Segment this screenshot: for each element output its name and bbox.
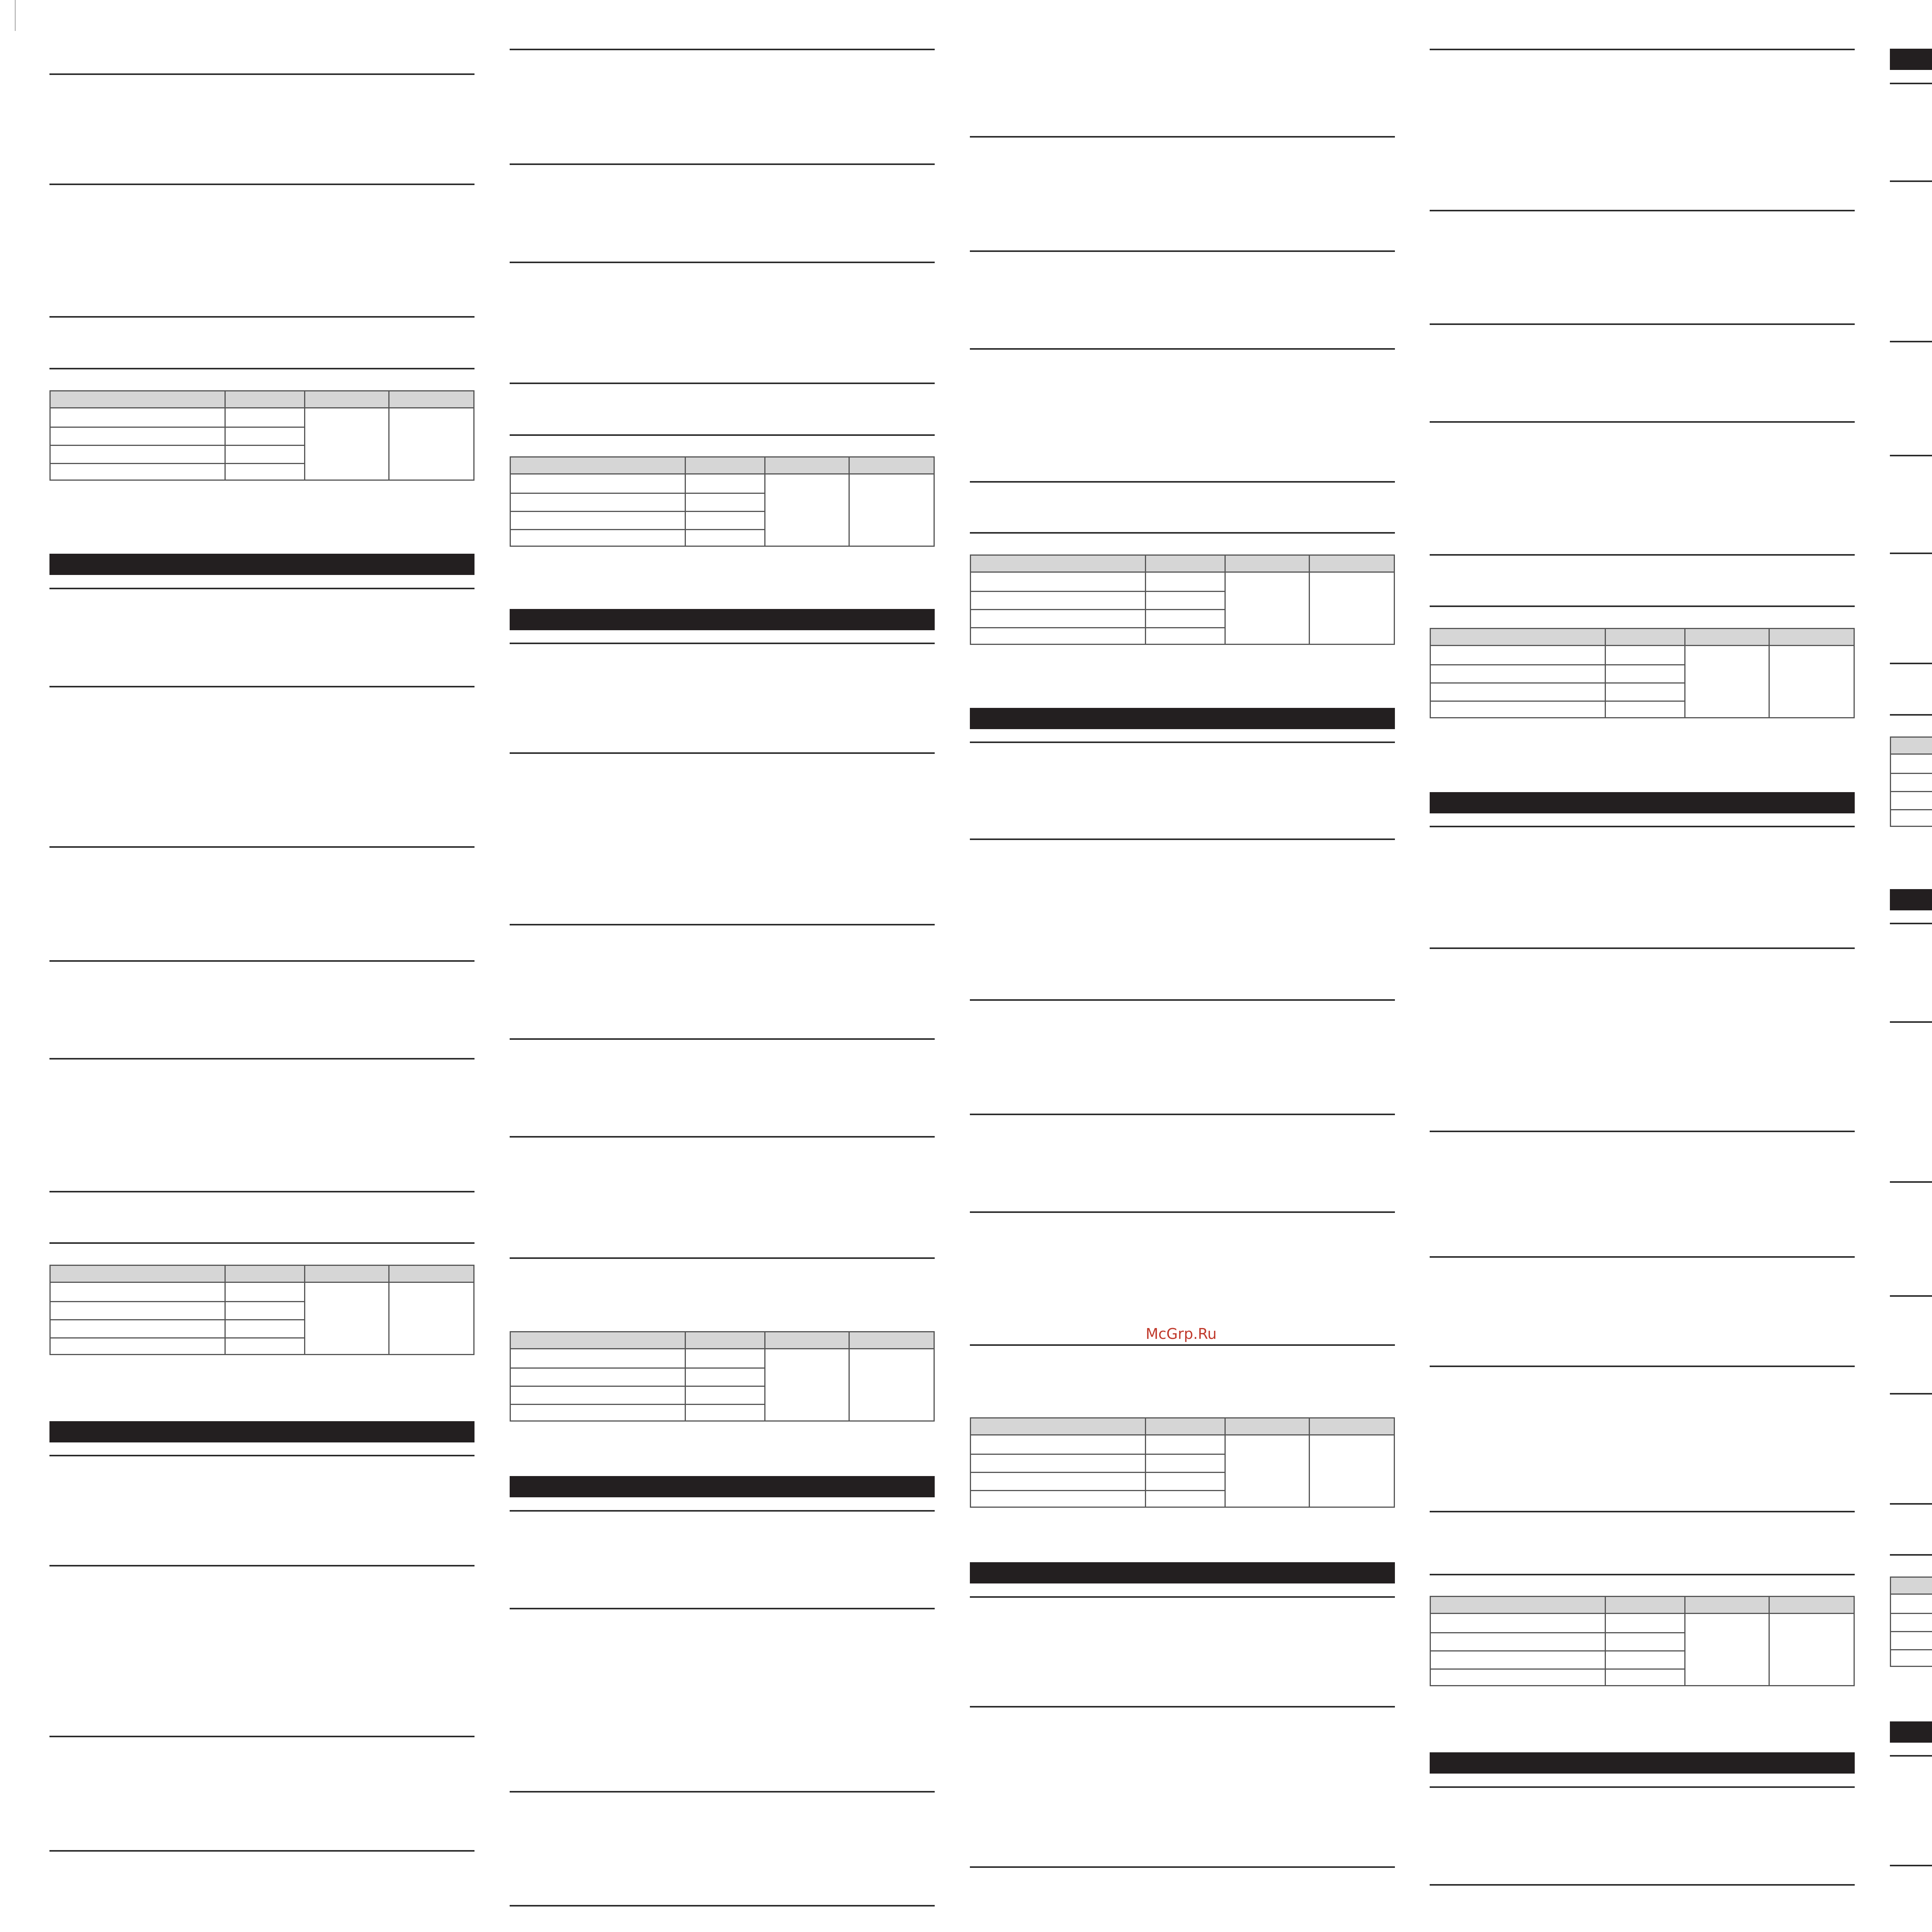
column-4 (1430, 0, 1855, 1932)
rule (1890, 1181, 1932, 1183)
rule (1890, 1393, 1932, 1395)
spec-table (1430, 1596, 1855, 1686)
rule (49, 686, 474, 687)
rule (510, 434, 935, 436)
rule (970, 348, 1395, 350)
rule (1430, 1884, 1855, 1886)
watermark-text: McGrp.Ru (1146, 1325, 1217, 1342)
rule (510, 1510, 935, 1512)
rule (49, 368, 474, 369)
section-heading-bar (1430, 1752, 1855, 1774)
section-heading-bar (1890, 889, 1932, 910)
rule (1430, 1574, 1855, 1575)
rule (1890, 83, 1932, 84)
spec-table (1430, 628, 1855, 718)
rule (1430, 1256, 1855, 1258)
rule (49, 846, 474, 848)
rule (1890, 455, 1932, 456)
section-heading-bar (1890, 1721, 1932, 1743)
section-heading-bar (1890, 49, 1932, 70)
rule (1890, 341, 1932, 342)
rule (1890, 714, 1932, 716)
rule (970, 250, 1395, 252)
column-3 (970, 0, 1395, 1932)
rule (1430, 1786, 1855, 1788)
rule (49, 1565, 474, 1566)
rule (1890, 1503, 1932, 1505)
rule (1430, 947, 1855, 949)
rule (970, 838, 1395, 840)
rule (1430, 49, 1855, 50)
rule (49, 1850, 474, 1852)
rule (510, 643, 935, 644)
rule (510, 1136, 935, 1138)
rule (970, 1866, 1395, 1868)
rule (1430, 605, 1855, 607)
rule (49, 1242, 474, 1244)
rule (510, 49, 935, 50)
rule (970, 742, 1395, 743)
column-5 (1890, 0, 1932, 1932)
rule (510, 1038, 935, 1040)
rule (510, 1791, 935, 1793)
rule (49, 1455, 474, 1456)
rule (970, 1211, 1395, 1213)
column-2 (510, 0, 935, 1932)
rule (970, 136, 1395, 138)
rule (1890, 923, 1932, 924)
column-1 (49, 0, 474, 1932)
rule (49, 316, 474, 318)
rule (510, 1905, 935, 1906)
rule (510, 752, 935, 754)
spec-table (510, 1331, 935, 1422)
section-heading-bar (49, 554, 474, 575)
section-heading-bar (970, 1562, 1395, 1583)
rule (510, 163, 935, 165)
section-heading-bar (510, 1476, 935, 1497)
rule (1890, 180, 1932, 182)
rule (1890, 553, 1932, 554)
spec-table (970, 554, 1395, 645)
rule (510, 1608, 935, 1609)
section-heading-bar (510, 609, 935, 630)
rule (1430, 421, 1855, 423)
section-heading-bar (970, 708, 1395, 729)
spec-table (49, 1265, 474, 1355)
spec-table (1890, 736, 1932, 827)
rule (510, 1257, 935, 1259)
rule (510, 383, 935, 384)
rule (1890, 1755, 1932, 1757)
rule (1890, 663, 1932, 664)
spec-table (1890, 1577, 1932, 1667)
rule (1890, 1554, 1932, 1556)
crop-mark-top-left (15, 0, 16, 31)
section-heading-bar (1430, 792, 1855, 813)
rule (1430, 826, 1855, 827)
rule (1890, 1865, 1932, 1866)
rule (970, 532, 1395, 534)
rule (1430, 1511, 1855, 1512)
rule (49, 184, 474, 185)
rule (49, 1191, 474, 1192)
rule (1430, 1131, 1855, 1132)
rule (49, 73, 474, 75)
section-heading-bar (49, 1421, 474, 1442)
spec-table (49, 390, 474, 481)
rule (510, 262, 935, 263)
rule (1430, 210, 1855, 211)
rule (1430, 554, 1855, 556)
rule (970, 1114, 1395, 1115)
rule (1430, 1366, 1855, 1367)
rule (970, 1706, 1395, 1708)
spec-table (970, 1417, 1395, 1508)
spec-table (510, 456, 935, 547)
rule (970, 481, 1395, 483)
rule (970, 1344, 1395, 1346)
rule (970, 999, 1395, 1001)
rule (49, 960, 474, 962)
rule (49, 588, 474, 589)
rule (1890, 1295, 1932, 1297)
rule (510, 924, 935, 925)
rule (1890, 1021, 1932, 1023)
rule (49, 1058, 474, 1060)
rule (49, 1736, 474, 1737)
rule (970, 1596, 1395, 1598)
rule (1430, 323, 1855, 325)
